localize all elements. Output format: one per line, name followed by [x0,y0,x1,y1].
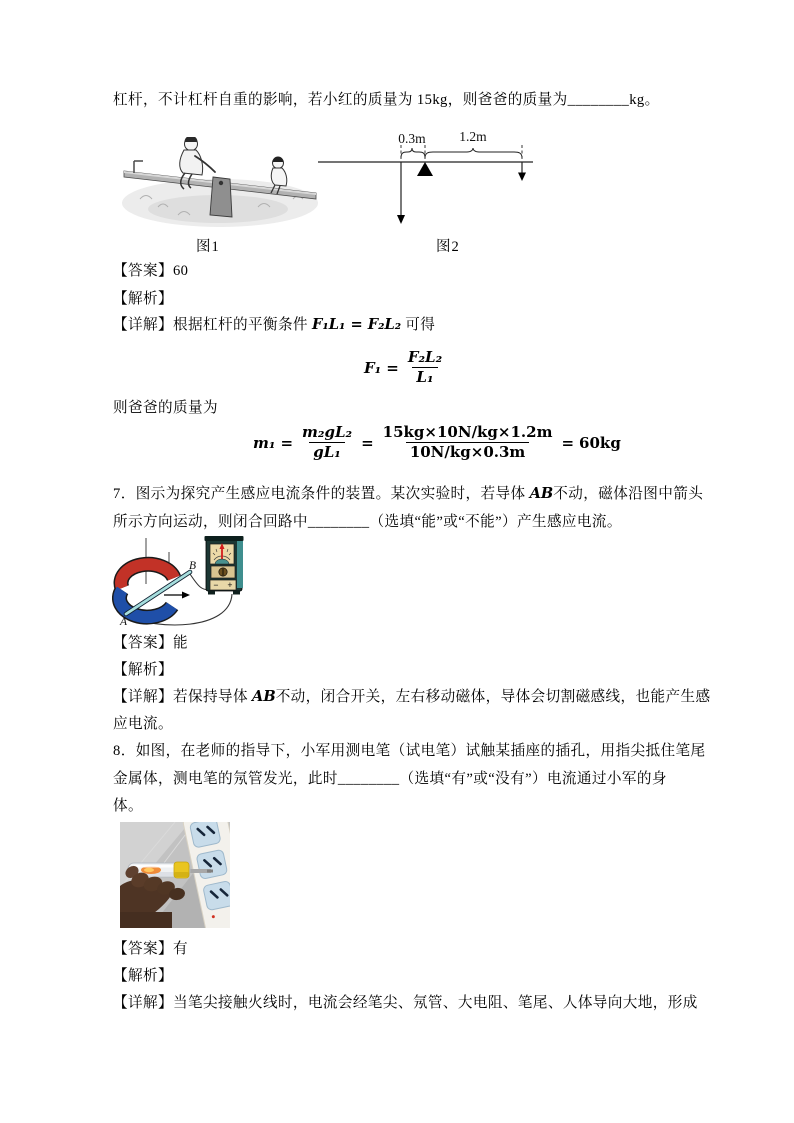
rod-end-b-label: B [189,560,197,572]
denominator: gL₁ [309,442,345,461]
figure1-caption: 图1 [196,239,220,255]
detail-text: 当笔尖接触火线时，电流会经笔尖、氖管、大电阻、笔尾、人体导向大地，形成 [172,995,698,1011]
question-8-line-2: 金属体，测电笔的氖管发光，此时________（选填“有”或“没有”）电流通过小军的身 [113,771,667,787]
fraction-symbolic [298,424,356,462]
left-brace [401,148,425,158]
detail-8-line [113,994,698,1012]
fulcrum-triangle [417,162,433,176]
lever-question-intro: 杠杆，不计杠杆自重的影响，若小红的质量为 15kg，则爸爸的质量为________kg。 [113,92,660,108]
question-8-line-3: 体。 [113,798,143,814]
analysis-7-line: 【解析】 [113,662,173,678]
detail-text: 若保持导体 [172,689,253,705]
figure2-caption: 图2 [436,239,460,255]
negative-terminal-label: − [213,580,219,590]
positive-terminal-label: + [227,580,233,590]
right-brace [425,148,522,158]
test-pen-photo [120,822,230,928]
answer-tag: 【答案】 [113,635,173,651]
seesaw-figure [118,137,325,231]
numerator: m₂gL₂ [302,423,353,441]
pivot-bolt [219,181,223,185]
magnet-north-pole [121,564,174,588]
denominator: L₁ [412,367,437,386]
mass-formula [253,424,621,462]
detail-tag: 【详解】 [113,317,173,333]
analysis-6-line: 【解析】 [113,291,173,307]
equals-sign: = [386,358,399,377]
formula-lhs: F₁ [364,358,382,377]
answer-8-line [113,940,188,958]
detail-tag: 【详解】 [113,689,173,705]
galvanometer [205,536,244,595]
inline-balance-formula: F₁L₁ = F₂L₂ [312,316,402,333]
answer-7-line [113,634,188,652]
conductor-label: AB [529,485,554,502]
seesaw-handle [134,161,143,173]
equals-sign: = [361,433,374,452]
fraction [404,349,446,387]
lever-diagram [315,128,535,228]
answer-value: 60 [172,263,189,279]
answer-6-line [113,262,188,280]
force-formula [364,349,446,387]
fraction-numeric [379,424,557,462]
numerator: 15kg×10N/kg×1.2m [382,423,553,441]
equals-sign: = [561,433,575,452]
analysis-8-line: 【解析】 [113,968,173,984]
socket [203,881,230,911]
answer-tag: 【答案】 [113,941,173,957]
left-distance-label: 0.3m [398,131,426,146]
q7-text: 7．图示为探究产生感应电流条件的装置。某次实验时，若导体 [113,486,530,502]
q7-text: 不动，磁体沿图中箭头 [553,486,704,502]
detail-7-line-2: 应电流。 [113,716,173,732]
horseshoe-magnet [119,564,174,617]
conductor-label: AB [252,688,276,705]
question-8-line-1: 8．如图，在老师的指导下，小军用测电笔（试电笔）试触某插座的插孔，用指尖抵住笔尾 [113,743,706,759]
detail-text: 不动，闭合开关，左右移动磁体，导体会切割磁感线，也能产生感 [275,689,711,705]
answer-tag: 【答案】 [113,263,173,279]
detail-text-pre: 根据杠杆的平衡条件 [172,317,308,333]
mass-intro-line: 则爸爸的质量为 [113,400,218,416]
question-7-line-1 [113,485,703,503]
denominator: 10N/kg×0.3m [406,442,529,461]
detail-7-line-1 [113,688,711,706]
right-distance-label: 1.2m [459,129,487,144]
rod-end-a-label: A [120,616,128,628]
answer-value: 有 [172,941,188,957]
equals-sign: = [280,433,294,452]
formula-result: 60kg [579,433,621,452]
detail-tag: 【详解】 [113,995,173,1011]
socket [196,849,228,879]
formula-lhs: m₁ [253,433,276,452]
detail-text-post: 可得 [405,317,436,333]
numerator: F₂L₂ [407,348,443,366]
question-7-line-2: 所示方向运动，则闭合回路中________（选填“能”或“不能”）产生感应电流。 [113,514,622,530]
answer-value: 能 [172,635,188,651]
detail-6-line [113,316,435,334]
induction-experiment-figure [112,536,287,631]
